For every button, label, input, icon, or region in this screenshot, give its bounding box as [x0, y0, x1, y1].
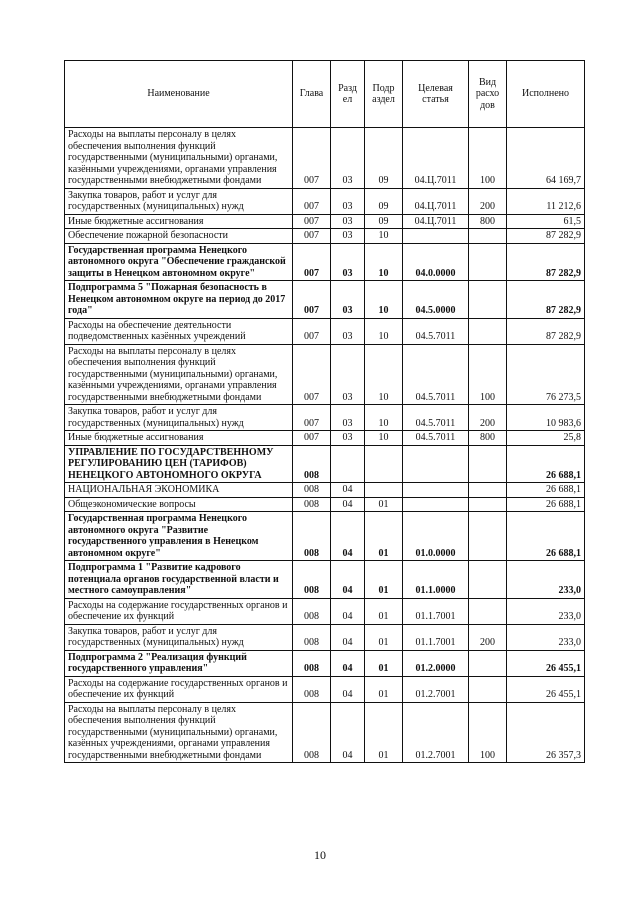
table-row: [65, 188, 585, 214]
table-row: [65, 229, 585, 244]
cell-name: Расходы на выплаты персоналу в целях обеспечения выполнения функций государственными (муниципальными) органами, казёнными учреждениями, органами управления государственными внебюджетными фондами: [65, 128, 293, 189]
cell-podrazdel: [365, 483, 403, 498]
cell-vid: 100: [469, 702, 507, 763]
cell-glava: 007: [293, 431, 331, 446]
cell-vid: [469, 281, 507, 319]
cell-glava: 007: [293, 214, 331, 229]
page-number: 10: [314, 848, 326, 862]
cell-ispolneno: 25,8: [507, 431, 585, 446]
cell-name: Расходы на содержание государственных органов и обеспечение их функций: [65, 598, 293, 624]
cell-name: Закупка товаров, работ и услуг для государственных (муниципальных) нужд: [65, 405, 293, 431]
cell-name: Обеспечение пожарной безопасности: [65, 229, 293, 244]
cell-celevaya: [403, 483, 469, 498]
cell-celevaya: 04.Ц.7011: [403, 188, 469, 214]
cell-vid: 200: [469, 624, 507, 650]
cell-vid: [469, 445, 507, 483]
cell-name: Подпрограмма 2 "Реализация функций государственного управления": [65, 650, 293, 676]
cell-ispolneno: 26 688,1: [507, 445, 585, 483]
cell-name: Общеэкономические вопросы: [65, 497, 293, 512]
table-row: [65, 445, 585, 483]
cell-razdel: 03: [331, 128, 365, 189]
cell-glava: 008: [293, 702, 331, 763]
header-glava: Глава: [293, 61, 331, 128]
budget-table: [64, 60, 585, 763]
cell-podrazdel: 09: [365, 128, 403, 189]
cell-glava: 007: [293, 405, 331, 431]
cell-name: Расходы на выплаты персоналу в целях обеспечения выполнения функций государственными (муниципальными) органами, казёнными учреждениями, органами управления государственными внебюджетными фондами: [65, 344, 293, 405]
cell-podrazdel: 01: [365, 598, 403, 624]
cell-razdel: 04: [331, 702, 365, 763]
cell-ispolneno: 233,0: [507, 561, 585, 599]
cell-celevaya: 01.0.0000: [403, 512, 469, 561]
cell-celevaya: 01.1.7001: [403, 624, 469, 650]
cell-name: Иные бюджетные ассигнования: [65, 431, 293, 446]
cell-podrazdel: 01: [365, 676, 403, 702]
cell-razdel: 03: [331, 405, 365, 431]
cell-podrazdel: 01: [365, 512, 403, 561]
cell-ispolneno: 26 688,1: [507, 483, 585, 498]
cell-vid: 200: [469, 405, 507, 431]
cell-name: Закупка товаров, работ и услуг для государственных (муниципальных) нужд: [65, 188, 293, 214]
table-row: [65, 512, 585, 561]
cell-glava: 008: [293, 650, 331, 676]
header-vid: Вид расхо дов: [469, 61, 507, 128]
cell-glava: 007: [293, 229, 331, 244]
table-row: [65, 702, 585, 763]
cell-vid: 800: [469, 431, 507, 446]
cell-razdel: 03: [331, 229, 365, 244]
cell-ispolneno: 233,0: [507, 624, 585, 650]
table-row: [65, 318, 585, 344]
cell-ispolneno: 76 273,5: [507, 344, 585, 405]
table-row: [65, 128, 585, 189]
cell-razdel: 03: [331, 344, 365, 405]
cell-celevaya: 04.5.7011: [403, 431, 469, 446]
cell-glava: 008: [293, 598, 331, 624]
cell-vid: [469, 676, 507, 702]
cell-podrazdel: 10: [365, 431, 403, 446]
cell-glava: 008: [293, 512, 331, 561]
cell-razdel: 03: [331, 188, 365, 214]
cell-razdel: 04: [331, 561, 365, 599]
cell-vid: [469, 561, 507, 599]
cell-podrazdel: 10: [365, 344, 403, 405]
cell-ispolneno: 233,0: [507, 598, 585, 624]
table-row: [65, 561, 585, 599]
cell-name: Закупка товаров, работ и услуг для государственных (муниципальных) нужд: [65, 624, 293, 650]
cell-celevaya: [403, 497, 469, 512]
cell-vid: [469, 598, 507, 624]
cell-vid: [469, 318, 507, 344]
cell-podrazdel: 09: [365, 188, 403, 214]
cell-name: Расходы на содержание государственных органов и обеспечение их функций: [65, 676, 293, 702]
cell-celevaya: 01.2.0000: [403, 650, 469, 676]
cell-celevaya: [403, 445, 469, 483]
cell-razdel: [331, 445, 365, 483]
cell-glava: 007: [293, 344, 331, 405]
cell-celevaya: 04.Ц.7011: [403, 214, 469, 229]
cell-glava: 008: [293, 497, 331, 512]
header-podrazdel: Подр аздел: [365, 61, 403, 128]
cell-ispolneno: 87 282,9: [507, 243, 585, 281]
cell-celevaya: 04.5.0000: [403, 281, 469, 319]
table-row: [65, 344, 585, 405]
cell-razdel: 04: [331, 512, 365, 561]
cell-glava: 008: [293, 445, 331, 483]
cell-glava: 008: [293, 676, 331, 702]
cell-vid: [469, 229, 507, 244]
cell-vid: [469, 497, 507, 512]
cell-vid: 800: [469, 214, 507, 229]
cell-vid: [469, 483, 507, 498]
cell-name: Расходы на обеспечение деятельности подведомственных казённых учреждений: [65, 318, 293, 344]
cell-name: УПРАВЛЕНИЕ ПО ГОСУДАРСТВЕННОМУ РЕГУЛИРОВАНИЮ ЦЕН (ТАРИФОВ) НЕНЕЦКОГО АВТОНОМНОГО ОКРУГА: [65, 445, 293, 483]
cell-glava: 008: [293, 624, 331, 650]
cell-celevaya: 04.5.7011: [403, 344, 469, 405]
cell-razdel: 04: [331, 497, 365, 512]
cell-razdel: 03: [331, 281, 365, 319]
cell-celevaya: [403, 229, 469, 244]
table-row: [65, 405, 585, 431]
cell-ispolneno: 87 282,9: [507, 229, 585, 244]
cell-celevaya: 04.Ц.7011: [403, 128, 469, 189]
cell-glava: 007: [293, 281, 331, 319]
cell-name: Иные бюджетные ассигнования: [65, 214, 293, 229]
cell-vid: [469, 650, 507, 676]
table-row: [65, 624, 585, 650]
table-body: [65, 128, 585, 763]
cell-ispolneno: 11 212,6: [507, 188, 585, 214]
cell-ispolneno: 87 282,9: [507, 318, 585, 344]
cell-name: Государственная программа Ненецкого автономного округа "Развитие государственного управления в Ненецком автономном округе": [65, 512, 293, 561]
cell-celevaya: 01.1.7001: [403, 598, 469, 624]
cell-name: Подпрограмма 1 "Развитие кадрового потенциала органов государственной власти и местного самоуправления": [65, 561, 293, 599]
cell-podrazdel: [365, 445, 403, 483]
table-row: [65, 431, 585, 446]
cell-podrazdel: 09: [365, 214, 403, 229]
header-name: Наименование: [65, 61, 293, 128]
cell-podrazdel: 01: [365, 702, 403, 763]
table-row: [65, 281, 585, 319]
table-row: [65, 214, 585, 229]
cell-glava: 007: [293, 188, 331, 214]
cell-glava: 008: [293, 483, 331, 498]
cell-ispolneno: 64 169,7: [507, 128, 585, 189]
cell-celevaya: 01.2.7001: [403, 676, 469, 702]
cell-glava: 007: [293, 128, 331, 189]
cell-podrazdel: 01: [365, 650, 403, 676]
cell-razdel: 03: [331, 214, 365, 229]
cell-razdel: 04: [331, 650, 365, 676]
cell-celevaya: 01.1.0000: [403, 561, 469, 599]
cell-celevaya: 04.0.0000: [403, 243, 469, 281]
cell-vid: [469, 243, 507, 281]
cell-glava: 008: [293, 561, 331, 599]
cell-podrazdel: 10: [365, 405, 403, 431]
cell-ispolneno: 26 455,1: [507, 676, 585, 702]
cell-glava: 007: [293, 318, 331, 344]
cell-celevaya: 04.5.7011: [403, 405, 469, 431]
table-row: [65, 598, 585, 624]
cell-razdel: 04: [331, 483, 365, 498]
cell-name: НАЦИОНАЛЬНАЯ ЭКОНОМИКА: [65, 483, 293, 498]
cell-razdel: 03: [331, 431, 365, 446]
cell-podrazdel: 01: [365, 497, 403, 512]
cell-ispolneno: 10 983,6: [507, 405, 585, 431]
cell-ispolneno: 87 282,9: [507, 281, 585, 319]
cell-ispolneno: 26 357,3: [507, 702, 585, 763]
table-row: [65, 676, 585, 702]
table-row: [65, 243, 585, 281]
cell-razdel: 04: [331, 598, 365, 624]
cell-name: Расходы на выплаты персоналу в целях обеспечения выполнения функций государственными (муниципальными) органами, казённых учреждениями, органами управления государственными внебюджетными фондами: [65, 702, 293, 763]
table-row: [65, 483, 585, 498]
cell-razdel: 03: [331, 243, 365, 281]
cell-celevaya: 01.2.7001: [403, 702, 469, 763]
cell-podrazdel: 01: [365, 561, 403, 599]
cell-podrazdel: 10: [365, 229, 403, 244]
cell-razdel: 04: [331, 676, 365, 702]
cell-vid: 200: [469, 188, 507, 214]
cell-podrazdel: 10: [365, 318, 403, 344]
table-row: [65, 497, 585, 512]
cell-ispolneno: 61,5: [507, 214, 585, 229]
cell-ispolneno: 26 455,1: [507, 650, 585, 676]
table-row: [65, 650, 585, 676]
cell-ispolneno: 26 688,1: [507, 497, 585, 512]
cell-vid: 100: [469, 128, 507, 189]
cell-vid: [469, 512, 507, 561]
header-celevaya: Целевая статья: [403, 61, 469, 128]
cell-ispolneno: 26 688,1: [507, 512, 585, 561]
cell-vid: 100: [469, 344, 507, 405]
cell-podrazdel: 10: [365, 281, 403, 319]
cell-podrazdel: 10: [365, 243, 403, 281]
cell-podrazdel: 01: [365, 624, 403, 650]
cell-razdel: 04: [331, 624, 365, 650]
cell-name: Государственная программа Ненецкого автономного округа "Обеспечение гражданской защиты в Ненецком автономном округе": [65, 243, 293, 281]
header-ispolneno: Исполнено: [507, 61, 585, 128]
cell-razdel: 03: [331, 318, 365, 344]
cell-name: Подпрограмма 5 "Пожарная безопасность в Ненецком автономном округе на период до 2017 года": [65, 281, 293, 319]
cell-glava: 007: [293, 243, 331, 281]
table-header-row: [65, 61, 585, 128]
header-razdel: Разд ел: [331, 61, 365, 128]
cell-celevaya: 04.5.7011: [403, 318, 469, 344]
